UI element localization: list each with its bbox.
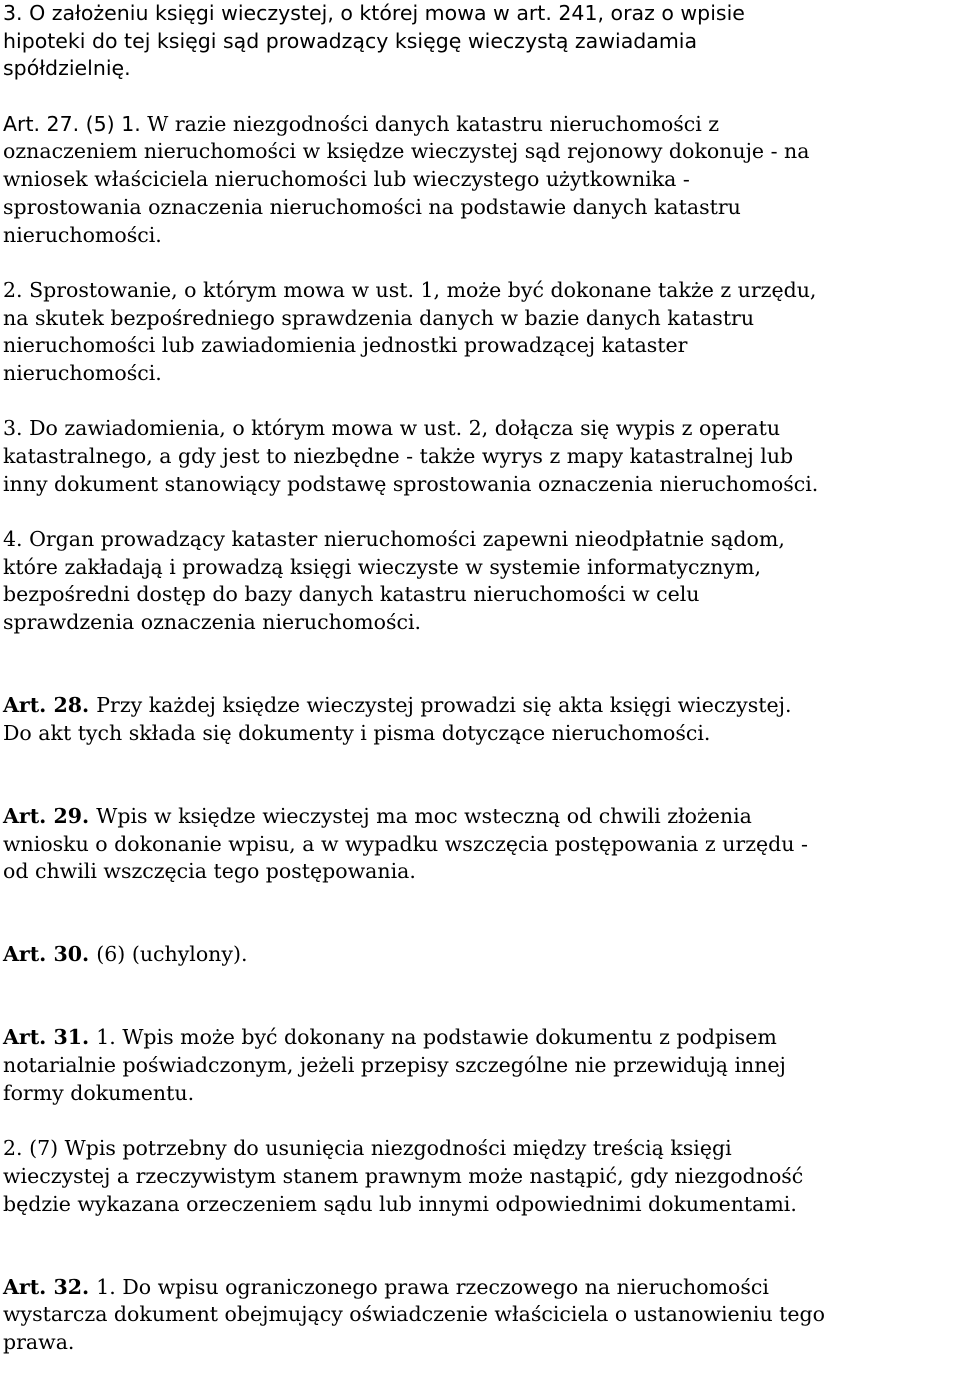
- text-line: [3, 941, 960, 969]
- paragraph-art30: [3, 941, 960, 969]
- body-text: wystarcza dokument obejmujący oświadczenie właściciela o ustanowieniu tego: [3, 1302, 826, 1327]
- paragraph-gap: [3, 498, 960, 526]
- body-text: katastralnego, a gdy jest to niezbędne - także wyrys z mapy katastralnej lub: [3, 444, 794, 468]
- document-page: [3, 0, 960, 1357]
- paragraph-art28: [3, 692, 960, 747]
- body-text: prawa.: [3, 1330, 75, 1354]
- text-line: [3, 277, 960, 305]
- text-line: [3, 1274, 960, 1302]
- text-line: [3, 111, 960, 139]
- text-line: [3, 692, 960, 720]
- body-text: nieruchomości.: [3, 222, 162, 247]
- body-text: 4. Organ prowadzący kataster nieruchomości zapewni nieodpłatnie sądom,: [3, 527, 785, 552]
- text-line: [3, 1052, 960, 1080]
- body-text: od chwili wszczęcia tego postępowania.: [3, 859, 416, 884]
- text-line: [3, 360, 960, 388]
- paragraph-gap: [3, 969, 960, 997]
- body-text: inny dokument stanowiący podstawę sprostowania oznaczenia nieruchomości.: [3, 471, 819, 496]
- paragraph-gap: [3, 1108, 960, 1136]
- paragraph-gap: [3, 83, 960, 111]
- body-text: będzie wykazana orzeczeniem sądu lub innymi odpowiednimi dokumentami.: [3, 1191, 797, 1216]
- article-heading: Art. 31.: [3, 1025, 97, 1050]
- text-line: [3, 858, 960, 886]
- text-line: [3, 222, 960, 250]
- sans-text: spółdzielnię.: [3, 56, 131, 81]
- paragraph-art31-1: [3, 1024, 960, 1107]
- paragraph-gap: [3, 388, 960, 416]
- text-line: [3, 415, 960, 443]
- text-line: [3, 720, 960, 748]
- paragraph-art27-2: [3, 277, 960, 388]
- paragraph-gap: [3, 1246, 960, 1274]
- article-heading: Art. 32.: [3, 1274, 97, 1299]
- article-heading: Art. 29.: [3, 803, 97, 828]
- text-line: [3, 1080, 960, 1108]
- paragraph-art27-4: [3, 526, 960, 637]
- paragraph-art27-3: [3, 415, 960, 498]
- text-line: [3, 332, 960, 360]
- paragraph-gap: [3, 637, 960, 665]
- text-line: [3, 1329, 960, 1357]
- text-line: [3, 28, 960, 56]
- paragraph-art32-1: [3, 1274, 960, 1357]
- text-line: [3, 1163, 960, 1191]
- body-text: Przy każdej księdze wieczystej prowadzi się akta księgi wieczystej.: [96, 693, 792, 718]
- body-text: które zakładają i prowadzą księgi wieczyste w systemie informatycznym,: [3, 554, 761, 579]
- text-line: [3, 1135, 960, 1163]
- text-line: [3, 1191, 960, 1219]
- text-line: [3, 138, 960, 166]
- article-heading: Art. 30.: [3, 942, 97, 967]
- body-text: 2. Sprostowanie, o którym mowa w ust. 1, może być dokonane także z urzędu,: [3, 277, 817, 302]
- body-text: 1. Wpis może być dokonany na podstawie dokumentu z podpisem: [96, 1025, 777, 1050]
- body-text: sprostowania oznaczenia nieruchomości na podstawie danych katastru: [3, 194, 741, 219]
- body-text: formy dokumentu.: [3, 1080, 195, 1105]
- paragraph-art31-2: [3, 1135, 960, 1218]
- paragraph-gap: [3, 748, 960, 776]
- text-line: [3, 55, 960, 83]
- paragraph-gap: [3, 886, 960, 914]
- body-text: nieruchomości lub zawiadomienia jednostki prowadzącej kataster: [3, 333, 688, 358]
- paragraph-gap: [3, 775, 960, 803]
- text-line: [3, 803, 960, 831]
- body-text: notarialnie poświadczonym, jeżeli przepisy szczególne nie przewidują innej: [3, 1053, 786, 1078]
- paragraph-gap: [3, 249, 960, 277]
- paragraph-gap: [3, 914, 960, 942]
- body-text: 2. (7) Wpis potrzebny do usunięcia niezgodności między treścią księgi: [3, 1136, 732, 1161]
- body-text: 3. Do zawiadomienia, o którym mowa w ust. 2, dołącza się wypis z operatu: [3, 416, 781, 441]
- text-line: [3, 526, 960, 554]
- paragraph-gap: [3, 1218, 960, 1246]
- paragraph-gap: [3, 665, 960, 693]
- body-text: Do akt tych składa się dokumenty i pisma dotyczące nieruchomości.: [3, 720, 711, 745]
- paragraph-art29: [3, 803, 960, 886]
- body-text: sprawdzenia oznaczenia nieruchomości.: [3, 610, 422, 635]
- text-line: [3, 1301, 960, 1329]
- body-text: Wpis w księdze wieczystej ma moc wsteczną od chwili złożenia: [96, 803, 752, 828]
- body-text: (6) (uchylony).: [96, 942, 248, 967]
- text-line: [3, 1024, 960, 1052]
- text-line: [3, 554, 960, 582]
- text-line: [3, 581, 960, 609]
- text-line: [3, 609, 960, 637]
- text-line: [3, 471, 960, 499]
- body-text: wniosku o dokonanie wpisu, a w wypadku wszczęcia postępowania z urzędu -: [3, 831, 808, 856]
- article-heading: Art. 28.: [3, 693, 97, 718]
- text-line: [3, 831, 960, 859]
- body-text: nieruchomości.: [3, 360, 162, 385]
- body-text: bezpośredni dostęp do bazy danych katastru nieruchomości w celu: [3, 582, 700, 607]
- body-text: W razie niezgodności danych katastru nieruchomości z: [147, 111, 720, 136]
- text-line: [3, 0, 960, 28]
- sans-text: hipoteki do tej księgi sąd prowadzący księgę wieczystą zawiadamia: [3, 28, 698, 53]
- body-text: wniosek właściciela nieruchomości lub wieczystego użytkownika -: [3, 167, 690, 192]
- body-text: oznaczeniem nieruchomości w księdze wieczystej sąd rejonowy dokonuje - na: [3, 139, 810, 164]
- text-line: [3, 443, 960, 471]
- text-line: [3, 305, 960, 333]
- sans-text: Art. 27. (5) 1.: [3, 111, 148, 136]
- paragraph-gap: [3, 997, 960, 1025]
- paragraph-art26-3: [3, 0, 960, 83]
- body-text: 1. Do wpisu ograniczonego prawa rzeczowego na nieruchomości: [96, 1274, 769, 1299]
- sans-text: 3. O założeniu księgi wieczystej, o której mowa w art. 241, oraz o wpisie: [3, 1, 745, 25]
- body-text: na skutek bezpośredniego sprawdzenia danych w bazie danych katastru: [3, 305, 755, 330]
- paragraph-art27-1: [3, 111, 960, 249]
- text-line: [3, 194, 960, 222]
- text-line: [3, 166, 960, 194]
- body-text: wieczystej a rzeczywistym stanem prawnym może nastąpić, gdy niezgodność: [3, 1163, 804, 1188]
